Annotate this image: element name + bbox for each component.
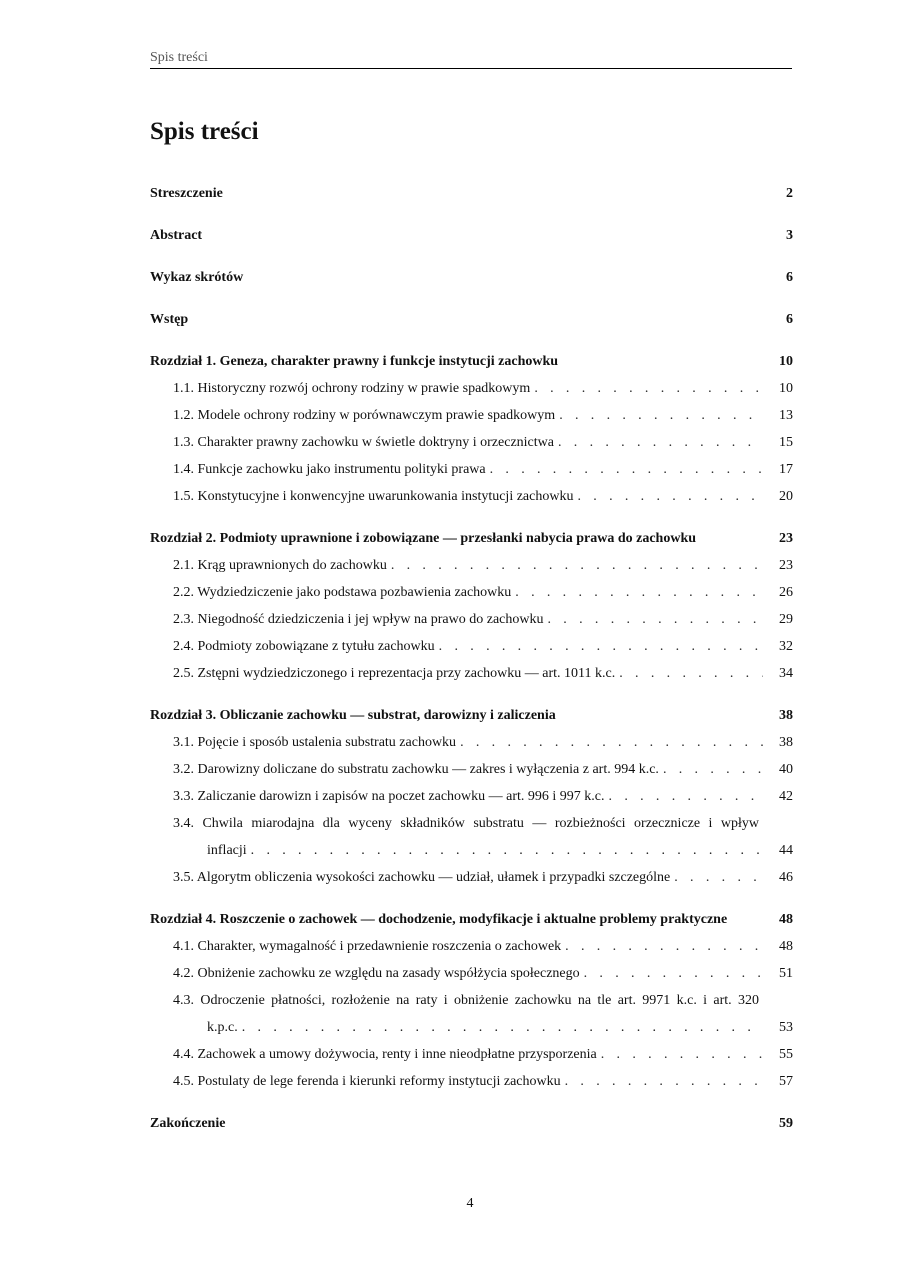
toc-page: 6 (786, 270, 793, 285)
toc-item-wykaz-skrotow[interactable] (150, 264, 793, 291)
toc-page: 23 (779, 531, 793, 546)
toc-item-streszczenie[interactable] (150, 180, 793, 207)
toc-leader-dots (584, 960, 763, 987)
toc-leader-dots (439, 633, 763, 660)
toc-chapter-2[interactable] (150, 525, 793, 552)
toc-label-continuation: k.p.c. (207, 1020, 238, 1035)
toc-entry-1-2[interactable] (150, 402, 793, 429)
toc-page: 46 (779, 870, 793, 885)
toc-page: 2 (786, 186, 793, 201)
toc-label: 1.2. Modele ochrony rodziny w porównawczym prawie spadkowym (173, 408, 556, 423)
toc-page: 44 (779, 843, 793, 858)
toc-page: 51 (779, 966, 793, 981)
toc-entry-4-3[interactable] (150, 987, 793, 1041)
toc-entry-2-1[interactable] (150, 552, 793, 579)
toc-leader-dots (609, 783, 763, 810)
toc-label: 3.3. Zaliczanie darowizn i zapisów na poczet zachowku — art. 996 i 997 k.c. (173, 789, 605, 804)
table-of-contents (150, 180, 793, 1137)
toc-label: 1.5. Konstytucyjne i konwencyjne uwarunkowania instytucji zachowku (173, 489, 574, 504)
toc-label: Zakończenie (150, 1116, 226, 1131)
toc-page: 42 (779, 789, 793, 804)
toc-leader-dots (534, 375, 763, 402)
toc-item-abstract[interactable] (150, 222, 793, 249)
toc-label: Rozdział 4. Roszczenie o zachowek — dochodzenie, modyfikacje i aktualne problemy praktyczne (150, 912, 728, 927)
toc-page: 38 (779, 708, 793, 723)
toc-label: Abstract (150, 228, 203, 243)
toc-page: 48 (779, 939, 793, 954)
toc-entry-2-4[interactable] (150, 633, 793, 660)
toc-page: 10 (779, 381, 793, 396)
toc-label: 3.4. Chwila miarodajna dla wyceny składników substratu — rozbieżności orzecznicze i wpływ (173, 816, 759, 831)
toc-page: 59 (779, 1116, 793, 1131)
toc-chapter-1[interactable] (150, 348, 793, 375)
toc-leader-dots (490, 456, 763, 483)
toc-page: 53 (779, 1020, 793, 1035)
toc-leader-dots (559, 402, 763, 429)
toc-leader-dots (548, 606, 764, 633)
toc-chapter-4[interactable] (150, 906, 793, 933)
toc-entry-3-4[interactable] (150, 810, 793, 864)
toc-entry-2-2[interactable] (150, 579, 793, 606)
toc-item-wstep[interactable] (150, 306, 793, 333)
page-title: Spis treści (150, 118, 259, 145)
toc-page: 34 (779, 666, 793, 681)
toc-page: 20 (779, 489, 793, 504)
toc-label: 3.2. Darowizny doliczane do substratu zachowku — zakres i wyłączenia z art. 994 k.c. (173, 762, 659, 777)
toc-page: 23 (779, 558, 793, 573)
toc-page: 38 (779, 735, 793, 750)
toc-label: Rozdział 1. Geneza, charakter prawny i funkcje instytucji zachowku (150, 354, 559, 369)
toc-page: 15 (779, 435, 793, 450)
toc-leader-dots (515, 579, 763, 606)
running-header (150, 50, 792, 69)
toc-label: 3.1. Pojęcie i sposób ustalenia substratu zachowku (173, 735, 457, 750)
toc-label: 4.4. Zachowek a umowy dożywocia, renty i inne nieodpłatne przysporzenia (173, 1047, 597, 1062)
toc-leader-dots (251, 837, 763, 864)
running-header-title: Spis treści (150, 50, 208, 65)
toc-label: 4.3. Odroczenie płatności, rozłożenie na raty i obniżenie zachowku na tle art. 9971 k.c. i art. 320 (173, 993, 759, 1008)
toc-page: 40 (779, 762, 793, 777)
toc-page: 48 (779, 912, 793, 927)
toc-label: 2.4. Podmioty zobowiązane z tytułu zachowku (173, 639, 435, 654)
toc-entry-3-3[interactable] (150, 783, 793, 810)
toc-entry-3-2[interactable] (150, 756, 793, 783)
toc-entry-4-5[interactable] (150, 1068, 793, 1095)
toc-page: 3 (786, 228, 793, 243)
toc-page: 13 (779, 408, 793, 423)
page-number: 4 (466, 1196, 474, 1211)
toc-label: 1.4. Funkcje zachowku jako instrumentu polityki prawa (173, 462, 486, 477)
toc-page: 17 (779, 462, 793, 477)
toc-label: 2.2. Wydziedziczenie jako podstawa pozbawienia zachowku (173, 585, 512, 600)
toc-page: 10 (779, 354, 793, 369)
toc-page: 6 (786, 312, 793, 327)
toc-label: 1.3. Charakter prawny zachowku w świetle doktryny i orzecznictwa (173, 435, 554, 450)
toc-leader-dots (391, 552, 763, 579)
toc-label: 4.5. Postulaty de lege ferenda i kierunki reformy instytucji zachowku (173, 1074, 561, 1089)
toc-label: 3.5. Algorytm obliczenia wysokości zachowku — udział, ułamek i przypadki szczególne (173, 870, 671, 885)
toc-entry-4-1[interactable] (150, 933, 793, 960)
toc-entry-4-4[interactable] (150, 1041, 793, 1068)
toc-page: 29 (779, 612, 793, 627)
toc-label: Wstęp (150, 312, 189, 327)
toc-label: 2.3. Niegodność dziedziczenia i jej wpływ na prawo do zachowku (173, 612, 544, 627)
toc-leader-dots (619, 660, 763, 687)
toc-label: Rozdział 2. Podmioty uprawnione i zobowiązane — przesłanki nabycia prawa do zachowku (150, 531, 697, 546)
toc-label: 1.1. Historyczny rozwój ochrony rodziny w prawie spadkowym (173, 381, 531, 396)
toc-leader-dots (460, 729, 763, 756)
toc-leader-dots (663, 756, 763, 783)
toc-item-zakonczenie[interactable] (150, 1110, 793, 1137)
toc-entry-1-3[interactable] (150, 429, 793, 456)
toc-leader-dots (558, 429, 763, 456)
toc-label: 2.5. Zstępni wydziedziczonego i reprezentacja przy zachowku — art. 1011 k.c. (173, 666, 616, 681)
toc-page: 26 (779, 585, 793, 600)
toc-leader-dots (674, 864, 763, 891)
toc-leader-dots (565, 933, 763, 960)
toc-entry-3-5[interactable] (150, 864, 793, 891)
toc-label-continuation: inflacji (207, 843, 247, 858)
toc-label: 4.2. Obniżenie zachowku ze względu na zasady współżycia społecznego (173, 966, 580, 981)
toc-label: Streszczenie (150, 186, 223, 201)
toc-leader-dots (577, 483, 763, 510)
toc-entry-2-3[interactable] (150, 606, 793, 633)
toc-chapter-3[interactable] (150, 702, 793, 729)
toc-page: 55 (779, 1047, 793, 1062)
toc-label: Wykaz skrótów (150, 270, 244, 285)
toc-label: 4.1. Charakter, wymagalność i przedawnienie roszczenia o zachowek (173, 939, 562, 954)
toc-entry-1-1[interactable] (150, 375, 793, 402)
toc-label: 2.1. Krąg uprawnionych do zachowku (173, 558, 387, 573)
toc-entry-4-2[interactable] (150, 960, 793, 987)
toc-entry-1-4[interactable] (150, 456, 793, 483)
toc-label: Rozdział 3. Obliczanie zachowku — substrat, darowizny i zaliczenia (150, 708, 556, 723)
toc-page: 32 (779, 639, 793, 654)
toc-leader-dots (565, 1068, 763, 1095)
toc-entry-2-5[interactable] (150, 660, 793, 687)
toc-leader-dots (601, 1041, 763, 1068)
toc-entry-1-5[interactable] (150, 483, 793, 510)
toc-entry-3-1[interactable] (150, 729, 793, 756)
toc-leader-dots (242, 1014, 763, 1041)
toc-page: 57 (779, 1074, 793, 1089)
